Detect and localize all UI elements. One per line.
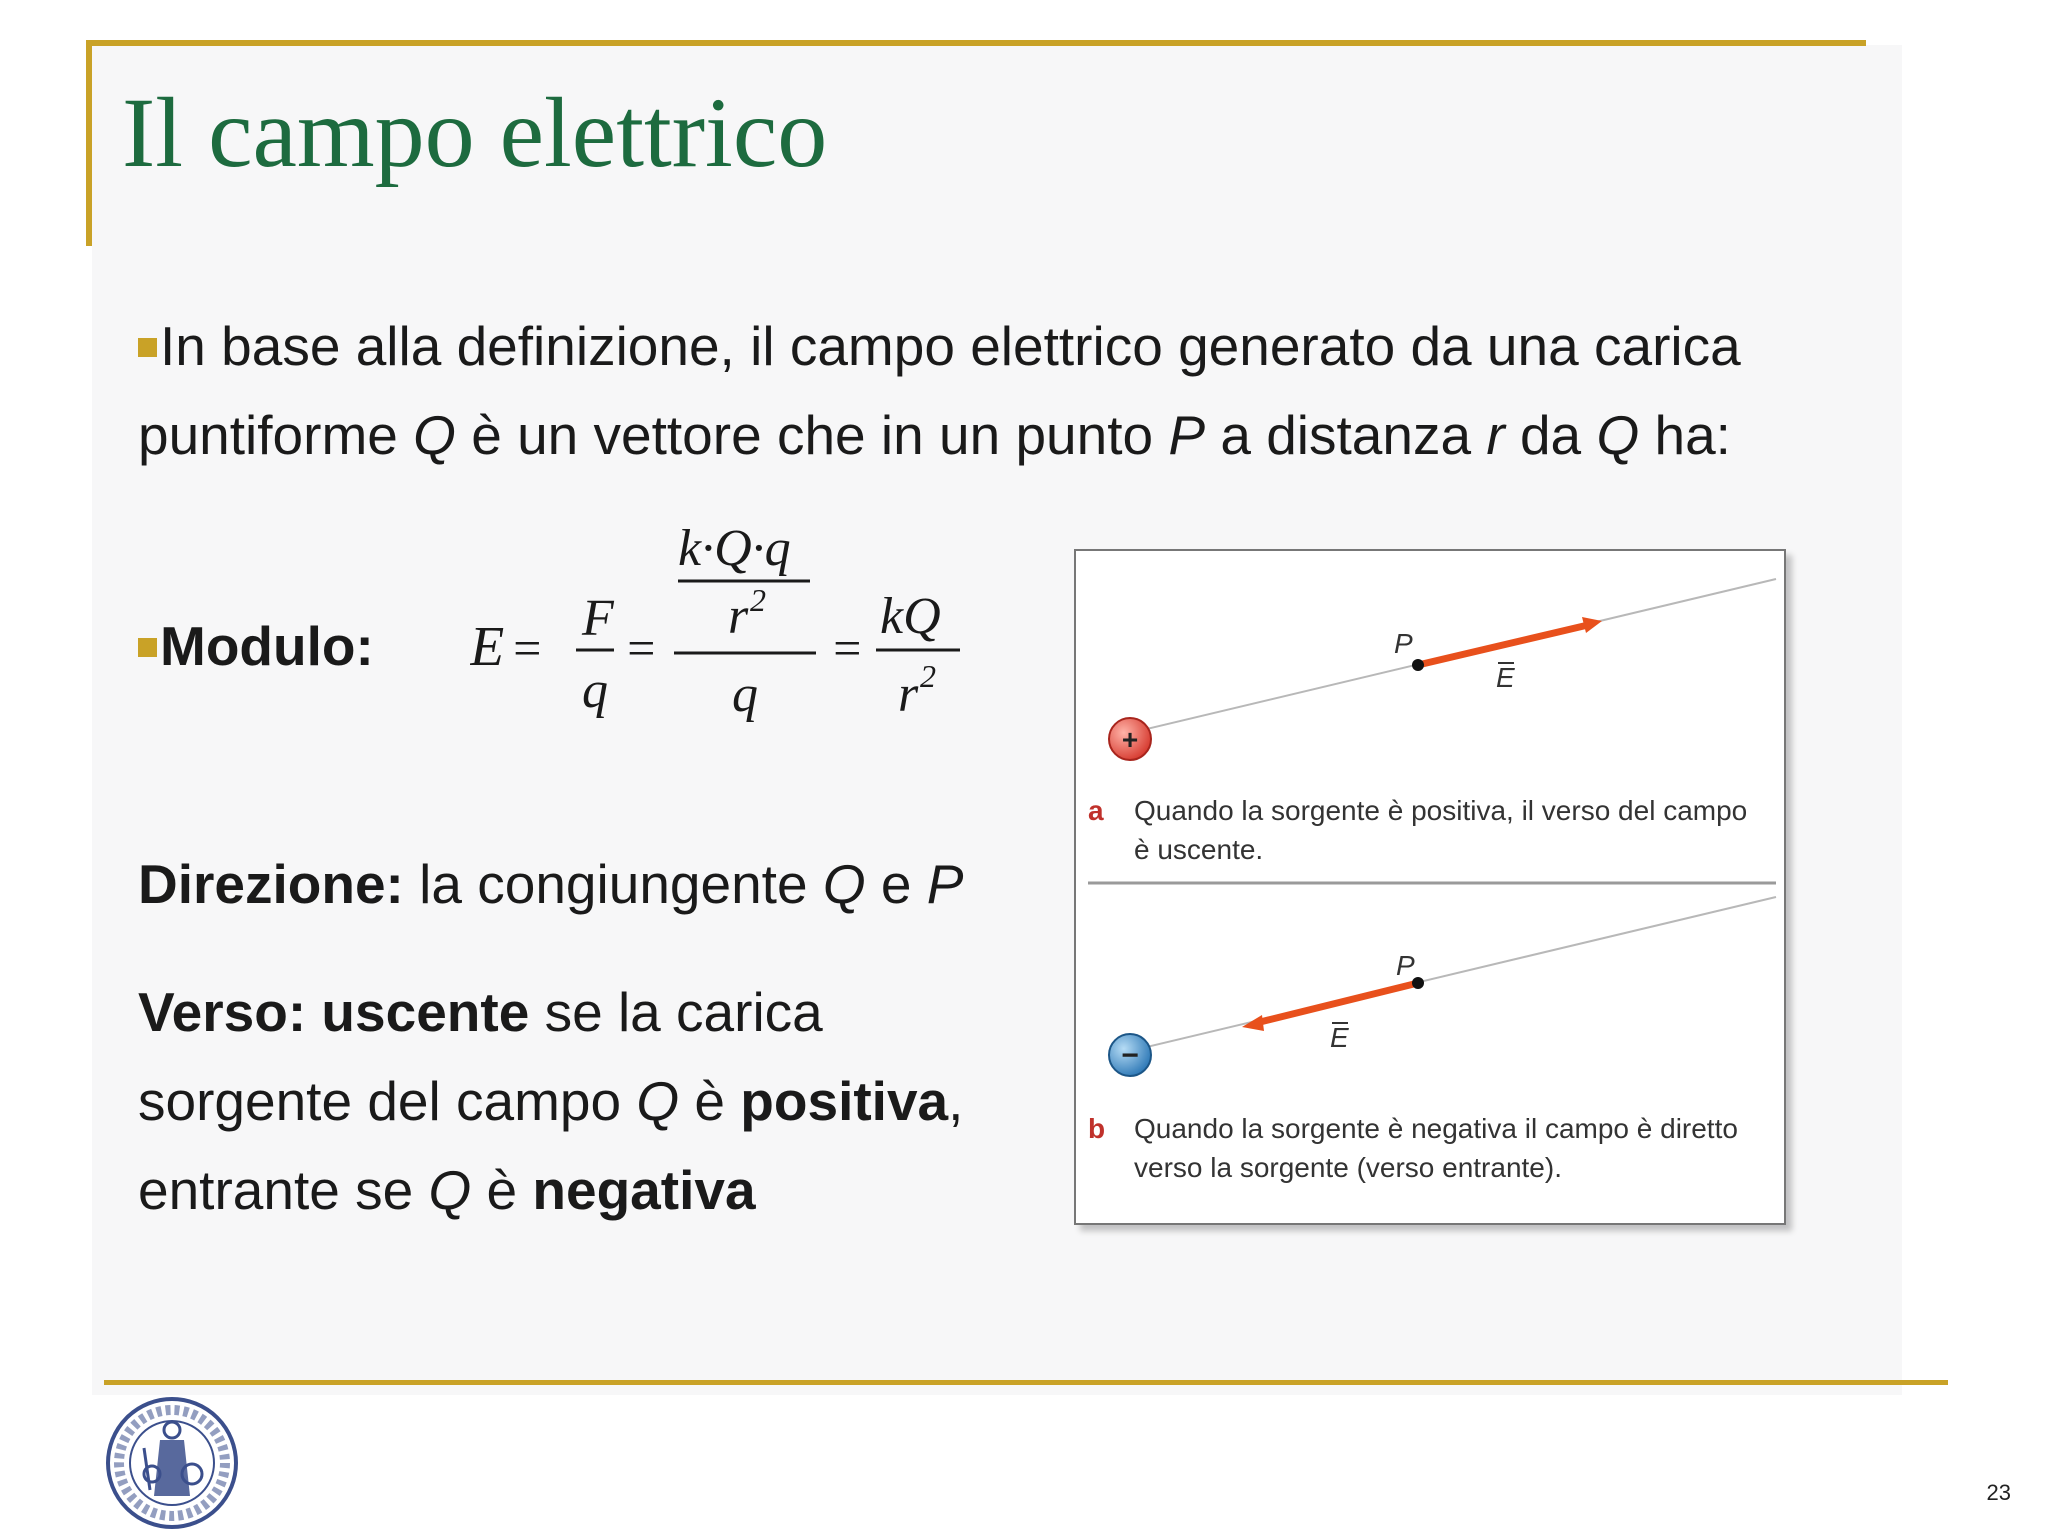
verso-text-2: è	[679, 1070, 741, 1132]
var-P: P	[926, 853, 964, 915]
formula-exp-1: 2	[750, 582, 766, 618]
direction-text: la congiungente	[403, 853, 823, 915]
var-P: P	[1168, 404, 1206, 466]
formula-E: E	[470, 616, 505, 678]
direction-line	[138, 852, 963, 916]
caption-letter-a: a	[1088, 795, 1104, 826]
verso-negativa: negativa	[532, 1159, 756, 1221]
caption-a-line1: Quando la sorgente è positiva, il verso del campo	[1134, 795, 1748, 826]
label-P-b: P	[1396, 950, 1415, 981]
caption-b	[1134, 1109, 1738, 1187]
point-P-a	[1412, 659, 1424, 671]
label-E-b: E	[1330, 1022, 1349, 1053]
formula-eq-3: =	[830, 620, 864, 676]
arrowhead-icon	[1582, 617, 1602, 633]
footer-rule	[104, 1380, 1948, 1385]
intro-text-1: In base alla definizione, il campo elettrico generato da una carica puntiforme	[138, 315, 1741, 466]
var-Q: Q	[822, 853, 866, 915]
caption-a-line2: è uscente.	[1134, 834, 1264, 865]
verso-text-3: , entrante se	[138, 1070, 964, 1221]
caption-b-line2: verso la sorgente (verso entrante).	[1134, 1152, 1562, 1183]
caption-b-line1: Quando la sorgente è negativa il campo è diretto	[1134, 1113, 1738, 1144]
university-seal-logo	[104, 1390, 240, 1536]
electric-field-figure	[1074, 549, 1786, 1225]
electric-field-formula	[470, 515, 970, 735]
label-E-a: E	[1496, 662, 1515, 693]
formula-r-1: r	[728, 588, 749, 645]
formula-q-1: q	[582, 662, 608, 719]
slide-title: Il campo elettrico	[122, 77, 828, 188]
label-P-a: P	[1394, 628, 1413, 659]
direction-and: e	[865, 853, 927, 915]
intro-paragraph	[138, 302, 1858, 480]
minus-sign: −	[1121, 1039, 1139, 1072]
var-Q-2: Q	[428, 1159, 472, 1221]
caption-a	[1134, 791, 1747, 869]
plus-sign: +	[1121, 724, 1139, 755]
intro-text-3: a distanza	[1205, 404, 1487, 466]
caption-letter-b: b	[1088, 1113, 1106, 1144]
verso-text-4: è	[471, 1159, 533, 1221]
modulo-label: Modulo:	[160, 615, 374, 677]
intro-text-4: da	[1504, 404, 1597, 466]
verso-positiva: positiva	[740, 1070, 949, 1132]
vector-E-a	[1418, 625, 1588, 665]
verso-paragraph	[138, 968, 1038, 1235]
verso-label: Verso: uscente	[138, 981, 530, 1043]
formula-q-2: q	[732, 666, 758, 723]
intro-text-5: ha:	[1639, 404, 1731, 466]
formula-exp-2: 2	[920, 658, 936, 694]
field-line-b	[1130, 897, 1776, 1051]
var-Q: Q	[413, 404, 456, 466]
title-left-rule	[86, 40, 92, 246]
var-Q: Q	[636, 1070, 680, 1132]
modulo-label-row	[138, 614, 374, 678]
bullet-square-icon	[138, 638, 157, 657]
page-number: 23	[1986, 1480, 2011, 1505]
direction-label: Direzione:	[138, 853, 404, 915]
title-top-rule	[86, 40, 1866, 46]
bullet-square-icon	[138, 338, 157, 357]
formula-eq-1: =	[510, 620, 544, 676]
formula-F: F	[582, 590, 614, 647]
var-Q-2: Q	[1596, 404, 1640, 466]
formula-kQ: kQ	[880, 588, 941, 645]
verso-text-1: se la carica sorgente del campo	[138, 981, 823, 1132]
var-r: r	[1486, 404, 1505, 466]
formula-eq-2: =	[624, 620, 658, 676]
intro-text-2: è un vettore che in un punto	[455, 404, 1169, 466]
formula-r-2: r	[898, 666, 919, 723]
vector-E-b	[1256, 983, 1418, 1023]
formula-kQq: k·Q·q	[678, 520, 791, 577]
